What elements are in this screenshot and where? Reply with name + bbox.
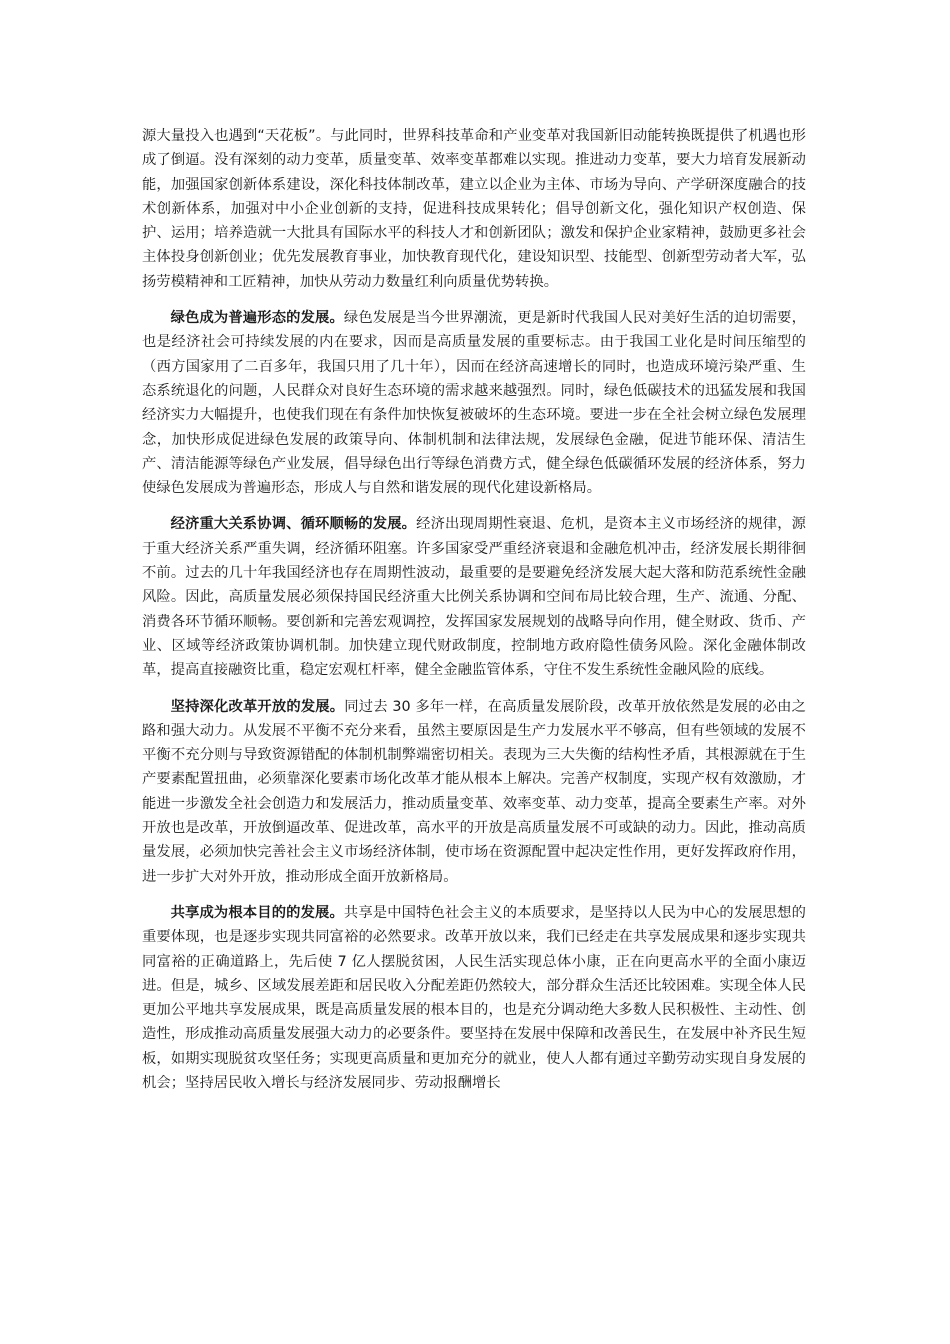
paragraph-innovation-continued: [142, 124, 806, 294]
paragraph-body: 绿色发展是当今世界潮流，更是新时代我国人民对美好生活的迫切需要，也是经济社会可持续发展的内在要求，因而是高质量发展的重要标志。由于我国工业化是时间压缩型的（西方国家用了二百多年，我国只用了几十年），因而在经济高速增长的同时，也造成环境污染严重、生态系统退化的问题，人民群众对良好生态环境的需求越来越强烈。同时，绿色低碳技术的迅猛发展和我国经济实力大幅提升，也使我们现在有条件加快恢复被破坏的生态环境。要进一步在全社会树立绿色发展理念，加快形成促进绿色发展的政策导向、体制机制和法律法规，发展绿色金融，促进节能环保、清洁生产、清洁能源等绿色产业发展，倡导绿色出行等绿色消费方式，健全绿色低碳循环发展的经济体系，努力使绿色发展成为普遍形态，形成人与自然和谐发展的现代化建设新格局。: [142, 310, 806, 497]
paragraph-lead: 经济重大关系协调、循环顺畅的发展。: [170, 516, 417, 533]
paragraph-lead: 坚持深化改革开放的发展。: [170, 698, 345, 715]
paragraph-lead: 共享成为根本目的的发展。: [170, 904, 344, 921]
paragraph-body: 源大量投入也遇到“天花板”。与此同时，世界科技革命和产业变革对我国新旧动能转换既提供了机遇也形成了倒逼。没有深刻的动力变革，质量变革、效率变革都难以实现。推进动力变革，要大力培育发展新动能，加强国家创新体系建设，深化科技体制改革，建立以企业为主体、市场为导向、产学研深度融合的技术创新体系，加强对中小企业创新的支持，促进科技成果转化；倡导创新文化，强化知识产权创造、保护、运用；培养造就一大批具有国际水平的科技人才和创新团队；激发和保护企业家精神，鼓励更多社会主体投身创新创业；优先发展教育事业，加快教育现代化，建设知识型、技能型、创新型劳动者大军，弘扬劳模精神和工匠精神，加快从劳动力数量红利向质量优势转换。: [142, 128, 806, 290]
paragraph-shared-development: [142, 901, 806, 1095]
paragraph-body: 共享是中国特色社会主义的本质要求，是坚持以人民为中心的发展思想的重要体现，也是逐步实现共同富裕的必然要求。改革开放以来，我们已经走在共享发展成果和逐步实现共同富裕的正确道路上，先后使 7 亿人摆脱贫困，人民生活实现总体小康，正在向更高水平的全面小康迈进。但是，城乡、区域发展差距和居民收入分配差距仍然较大，部分群众生活还比较困难。实现全体人民更加公平地共享发展成果，既是高质量发展的根本目的，也是充分调动绝大多数人民积极性、主动性、创造性，形成推动高质量发展强大动力的必要条件。要坚持在发展中保障和改善民生，在发展中补齐民生短板，如期实现脱贫攻坚任务；实现更高质量和更加充分的就业，使人人都有通过辛勤劳动实现自身发展的机会；坚持居民收入增长与经济发展同步、劳动报酬增长: [142, 904, 806, 1091]
paragraph-coordinated-economy: [142, 512, 806, 682]
paragraph-body: 同过去 30 多年一样，在高质量发展阶段，改革开放依然是发展的必由之路和强大动力。从发展不平衡不充分来看，虽然主要原因是生产力发展水平不够高，但有些领域的发展不平衡不充分则与导致资源错配的体制机制弊端密切相关。表现为三大失衡的结构性矛盾，其根源就在于生产要素配置扭曲，必须靠深化要素市场化改革才能从根本上解决。完善产权制度，实现产权有效激励，才能进一步激发全社会创造力和发展活力，推动质量变革、效率变革、动力变革，提高全要素生产率。对外开放也是改革，开放倒逼改革、促进改革，高水平的开放是高质量发展不可或缺的动力。因此，推动高质量发展，必须加快完善社会主义市场经济体制，使市场在资源配置中起决定性作用，更好发挥政府作用，进一步扩大对外开放，推动形成全面开放新格局。: [142, 698, 806, 885]
paragraph-green-development: [142, 306, 806, 500]
paragraph-reform-opening: [142, 695, 806, 889]
paragraph-lead: 绿色成为普遍形态的发展。: [170, 310, 344, 327]
document-page: [142, 124, 806, 1107]
paragraph-body: 经济出现周期性衰退、危机，是资本主义市场经济的规律，源于重大经济关系严重失调，经济循环阻塞。许多国家受严重经济衰退和金融危机冲击，经济发展长期徘徊不前。过去的几十年我国经济也存在周期性波动，最重要的是要避免经济发展大起大落和防范系统性金融风险。因此，高质量发展必须保持国民经济重大比例关系协调和空间布局比较合理，生产、流通、分配、消费各环节循环顺畅。要创新和完善宏观调控，发挥国家发展规划的战略导向作用，健全财政、货币、产业、区域等经济政策协调机制。加快建立现代财政制度，控制地方政府隐性债务风险。深化金融体制改革，提高直接融资比重，稳定宏观杠杆率，健全金融监管体系，守住不发生系统性金融风险的底线。: [142, 516, 806, 679]
